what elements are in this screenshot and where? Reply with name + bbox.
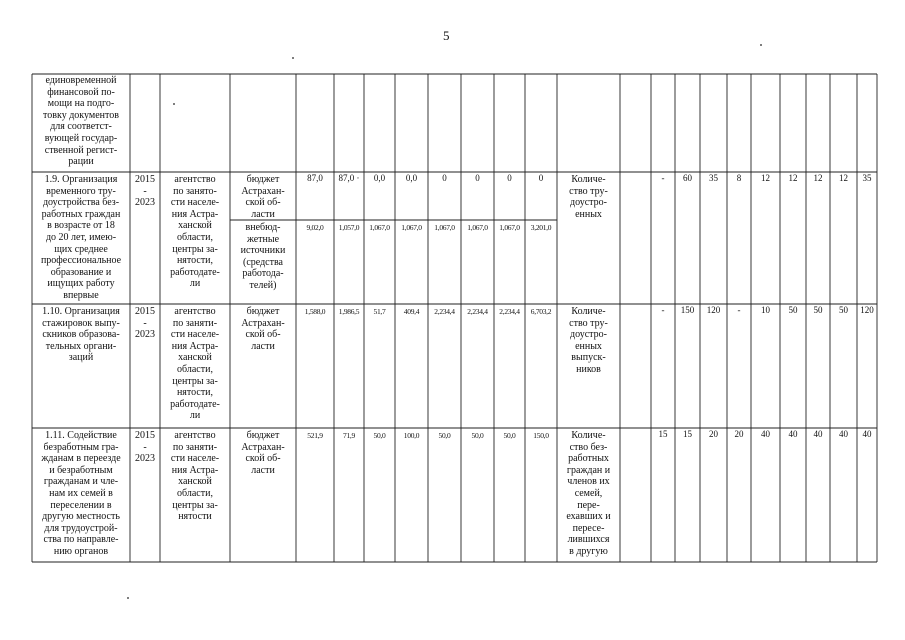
row-1-10-indicator: Количе- ство тру- доустро- енных выпуск- ников	[569, 306, 608, 375]
row-1-9-executor: агентство по занято- сти населе- ния Астра- ханской области, центры за- нятости, работодате- ли	[170, 174, 220, 290]
row-1-11-value: 50,0	[471, 431, 484, 440]
row-1-9-value-extrabudget: 1,067,0	[434, 223, 455, 232]
row-1-9-value-extrabudget: 9,02,0	[306, 223, 324, 232]
row-1-11-value: 521,9	[307, 431, 323, 440]
row-1-9-value-extrabudget: 1,067,0	[499, 223, 520, 232]
scan-speck	[292, 57, 294, 59]
row-1-10-executor: агентство по заняти- сти населе- ния Астра- ханской области, центры за- нятости, работодате- ли	[170, 306, 220, 422]
row-1-9-value-extrabudget: 3,201,0	[530, 223, 552, 232]
row-1-9-value: 0	[475, 173, 480, 183]
row-1-10-target: 50	[788, 305, 798, 315]
row-1-11-target: 40	[761, 429, 770, 439]
row-1-9-indicator: Количе- ство тру- доустро- енных	[569, 174, 608, 220]
scan-speck	[173, 103, 175, 105]
page-number: 5	[443, 28, 450, 43]
row-1-11-target: 40	[813, 429, 823, 439]
row-1-9-value: 0	[442, 173, 447, 183]
row-1-11-target: 20	[734, 429, 744, 439]
row-1-11-target: 20	[709, 429, 718, 439]
row-1-11-value: 150,0	[533, 431, 549, 440]
row-1-11-years: 2015 - 2023	[135, 430, 155, 465]
row-1-10-value: 2,234,4	[434, 307, 455, 316]
row-1-10-years: 2015 - 2023	[135, 306, 155, 341]
row-1-10-target: 50	[813, 305, 823, 315]
row-1-11-target: 15	[683, 429, 692, 439]
row-1-9-source-budget: бюджет Астрахан- ской об- ласти	[241, 174, 285, 220]
row-1-9-value: 87,0 ·	[338, 173, 360, 183]
row-1-10-value: 2,234,4	[467, 307, 488, 316]
row-1-9-target: 12	[761, 173, 770, 183]
row-1-9-value-extrabudget: 1,067,0	[369, 223, 390, 232]
row-1-10-source-budget: бюджет Астрахан- ской об- ласти	[241, 306, 285, 352]
row-1-9-target: 12	[839, 173, 848, 183]
row-1-10-target: 50	[839, 305, 848, 315]
row-1-9-target: 8	[736, 173, 742, 183]
row-1-9-target: -	[661, 173, 665, 183]
row-1-9-target: 35	[709, 173, 718, 183]
row-1-11-target: 40	[788, 429, 798, 439]
row-1-11-value: 50,0	[373, 431, 386, 440]
row-1-9-target: 60	[683, 173, 692, 183]
row-1-10-value: 1,986,5	[338, 307, 360, 316]
row-1-10-target: 120	[860, 305, 874, 315]
row-1-11-target: 40	[839, 429, 848, 439]
row-1-9-value-extrabudget: 1,057,0	[338, 223, 360, 232]
scan-speck	[760, 44, 762, 46]
row-1-10-target: -	[737, 305, 741, 315]
row-1-11-name: 1.11. Содействие безработным гра- жданам в переезде и безработным гражданам и чле- нам их семей в переселении в другую местность для трудоустрой- ства по направле- нию органов	[41, 430, 121, 557]
row-1-9-value: 87,0	[307, 173, 323, 183]
row-1-9-years: 2015 - 2023	[135, 174, 155, 209]
row-1-11-indicator: Количе- ство без- работных граждан и членов их семей, пере- ехавших и пересе- лившихся в другую	[566, 430, 611, 557]
row-1-10-target: 150	[680, 305, 695, 315]
row-1-11-value: 50,0	[438, 431, 451, 440]
row-1-9-value: 0,0	[405, 173, 418, 183]
row-1-11-target: 40	[862, 429, 872, 439]
row-1-10-value: 1,588,0	[304, 307, 326, 316]
row-1-9-value-extrabudget: 1,067,0	[401, 223, 422, 232]
row-1-10-value: 51,7	[373, 307, 386, 316]
row-1-11-value: 71,9	[343, 431, 355, 440]
row-1-10-name: 1.10. Организация стажировок выпу- скников образова- тельных органи- заций	[42, 306, 120, 364]
scan-speck	[127, 597, 129, 599]
row-1-9-target: 12	[788, 173, 798, 183]
row-1-11-value: 50,0	[503, 431, 516, 440]
row-1-10-value: 2,234,4	[499, 307, 520, 316]
row-1-10-target: 10	[761, 305, 770, 315]
row-continuation-name: единовременной финансовой по- мощи на подго- товку документов для соответст- вующей государ- ственной регист- рации	[43, 75, 119, 168]
row-1-9-value: 0,0	[373, 173, 386, 183]
row-1-9-value-extrabudget: 1,067,0	[467, 223, 488, 232]
row-1-9-name: 1.9. Организация временного тру- доустройства без- работных граждан в возрасте от 18 до 20 лет, имею- щих среднее профессиональное образование и ищущих работу впервые	[40, 174, 122, 301]
row-1-10-target: 120	[706, 305, 721, 315]
row-1-11-source-budget: бюджет Астрахан- ской об- ласти	[241, 430, 285, 476]
row-1-9-target: 35	[862, 173, 872, 183]
row-1-11-target: 15	[658, 429, 668, 439]
row-1-9-value: 0	[538, 173, 544, 183]
row-1-11-value: 100,0	[403, 431, 420, 440]
row-1-9-target: 12	[813, 173, 823, 183]
row-1-9-source-extrabudget: внебюд- жетные источники (средства работода- телей)	[240, 222, 286, 291]
row-1-9-value: 0	[507, 173, 512, 183]
row-1-10-value: 6,703,2	[530, 307, 552, 316]
row-1-10-value: 409,4	[403, 307, 420, 316]
row-1-11-executor: агентство по заняти- сти населе- ния Астра- ханской области, центры за- нятости	[170, 430, 220, 523]
row-1-10-target: -	[661, 305, 665, 315]
